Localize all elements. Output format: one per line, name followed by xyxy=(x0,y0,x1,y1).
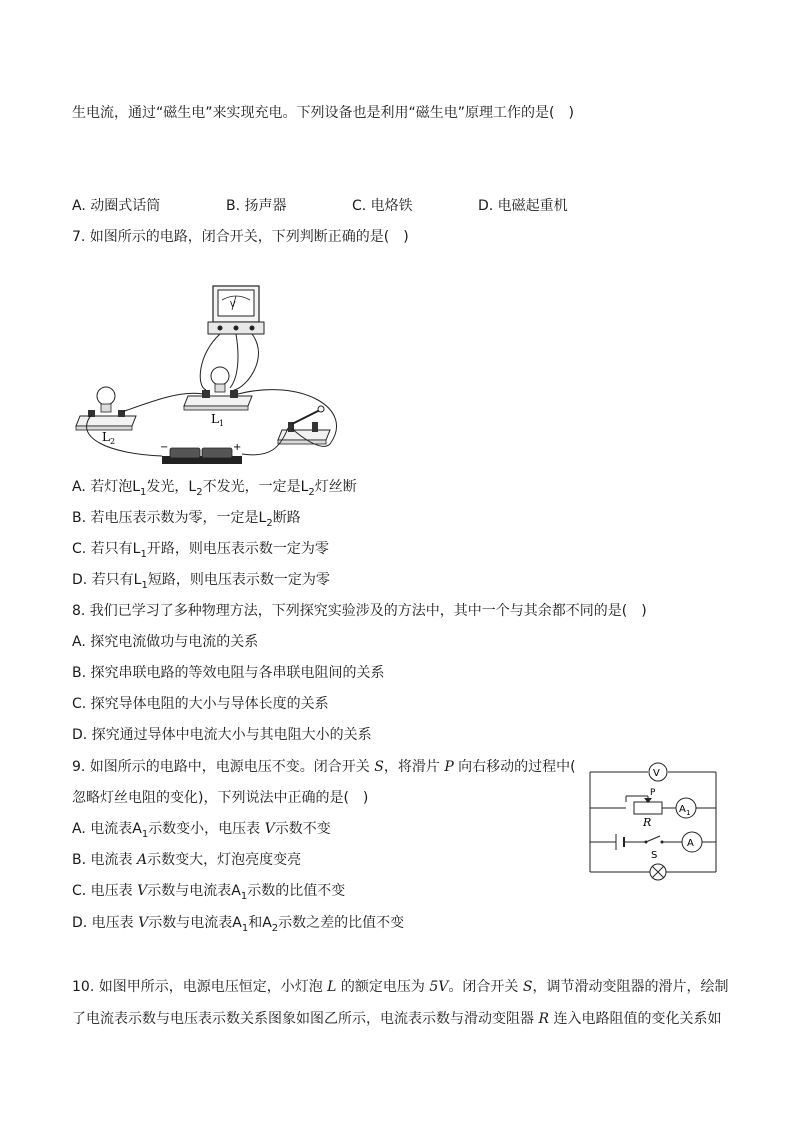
ammeter-icon xyxy=(682,832,702,852)
q9-stem-line2: 忽略灯丝电阻的变化)，下列说法中正确的是( ) xyxy=(72,790,369,806)
q8-option-b: B. 探究串联电路的等效电阻与各串联电阻间的关系 xyxy=(72,665,385,681)
q7-option-b: B. 若电压表示数为零，一定是$L_2$断路 xyxy=(72,510,301,529)
lamp-l2 xyxy=(76,387,136,446)
switch-icon xyxy=(645,841,664,862)
q8-stem: 8. 我们已学习了多种物理方法，下列探究实验涉及的方法中，其中一个与其余都不同的是( ) xyxy=(72,603,647,619)
svg-text:1: 1 xyxy=(686,809,691,817)
lamp-l1 xyxy=(184,367,252,428)
q7-option-a: A. 若灯泡$L_1$发光，$L_2$不发光，一定是$L_2$灯丝断 xyxy=(72,479,357,498)
q9-option-d: D. 电压表 V示数与电流表$A_1$和$A_2$示数之差的比值不变 xyxy=(72,915,405,934)
q6-stem-tail: 生电流，通过“磁生电”来实现充电。下列设备也是利用“磁生电”原理工作的是( ) xyxy=(72,105,574,121)
voltmeter-symbol: V xyxy=(230,300,236,309)
svg-text:L: L xyxy=(211,412,219,426)
q8-option-c: C. 探究导体电阻的大小与导体长度的关系 xyxy=(72,696,329,712)
svg-text:L: L xyxy=(102,430,110,444)
q6-option-c: C. 电烙铁 xyxy=(352,198,413,214)
voltmeter-icon xyxy=(649,763,667,781)
q9-option-b: B. 电流表 A示数变大，灯泡亮度变亮 xyxy=(72,852,302,868)
svg-text:+: + xyxy=(233,442,242,453)
q8-option-a: A. 探究电流做功与电流的关系 xyxy=(72,634,259,650)
q7-circuit-figure xyxy=(70,278,370,470)
svg-text:1: 1 xyxy=(219,419,225,428)
q9-circuit-diagram xyxy=(586,762,720,882)
svg-text:−: − xyxy=(160,442,169,453)
q6-option-a: A. 动圈式话筒 xyxy=(72,198,161,214)
resistor-icon xyxy=(634,802,662,814)
q10-stem-line2: 了电流表示数与电压表示数关系图象如图乙所示，电流表示数与滑动变阻器 R 连入电路阻值的变化关系如 xyxy=(72,1011,722,1027)
lamp-icon xyxy=(650,864,666,880)
q7-stem: 7. 如图所示的电路，闭合开关，下列判断正确的是( ) xyxy=(72,229,409,245)
q9-stem-line1: 9. 如图所示的电路中，电源电压不变。闭合开关 S，将滑片 P 向右移动的过程中( xyxy=(72,759,576,775)
svg-text:R: R xyxy=(643,816,652,829)
battery-icon xyxy=(616,834,624,850)
q6-option-b: B. 扬声器 xyxy=(226,198,287,214)
ammeter-a1-icon xyxy=(676,798,696,818)
q9-option-a: A. 电流表$A_1$示数变小，电压表 V示数不变 xyxy=(72,821,331,840)
svg-text:2: 2 xyxy=(110,437,116,446)
svg-text:V: V xyxy=(653,768,660,779)
q7-option-c: C. 若只有$L_1$开路，则电压表示数一定为零 xyxy=(72,541,329,560)
q9-option-c: C. 电压表 V示数与电流表$A_1$示数的比值不变 xyxy=(72,883,346,902)
q10-stem-line1: 10. 如图甲所示，电源电压恒定，小灯泡 L 的额定电压为 5V。闭合开关 S，调节滑动变阻器的滑片，绘制 xyxy=(72,979,729,995)
q6-option-d: D. 电磁起重机 xyxy=(478,198,568,214)
voltmeter-icon xyxy=(208,286,264,334)
svg-text:S: S xyxy=(651,850,658,861)
q7-option-d: D. 若只有$L_1$短路，则电压表示数一定为零 xyxy=(72,572,330,591)
svg-text:A: A xyxy=(687,838,694,849)
svg-text:P: P xyxy=(650,788,656,798)
q8-option-d: D. 探究通过导体中电流大小与其电阻大小的关系 xyxy=(72,727,372,743)
battery-icon xyxy=(160,442,242,464)
svg-text:A: A xyxy=(679,804,686,815)
